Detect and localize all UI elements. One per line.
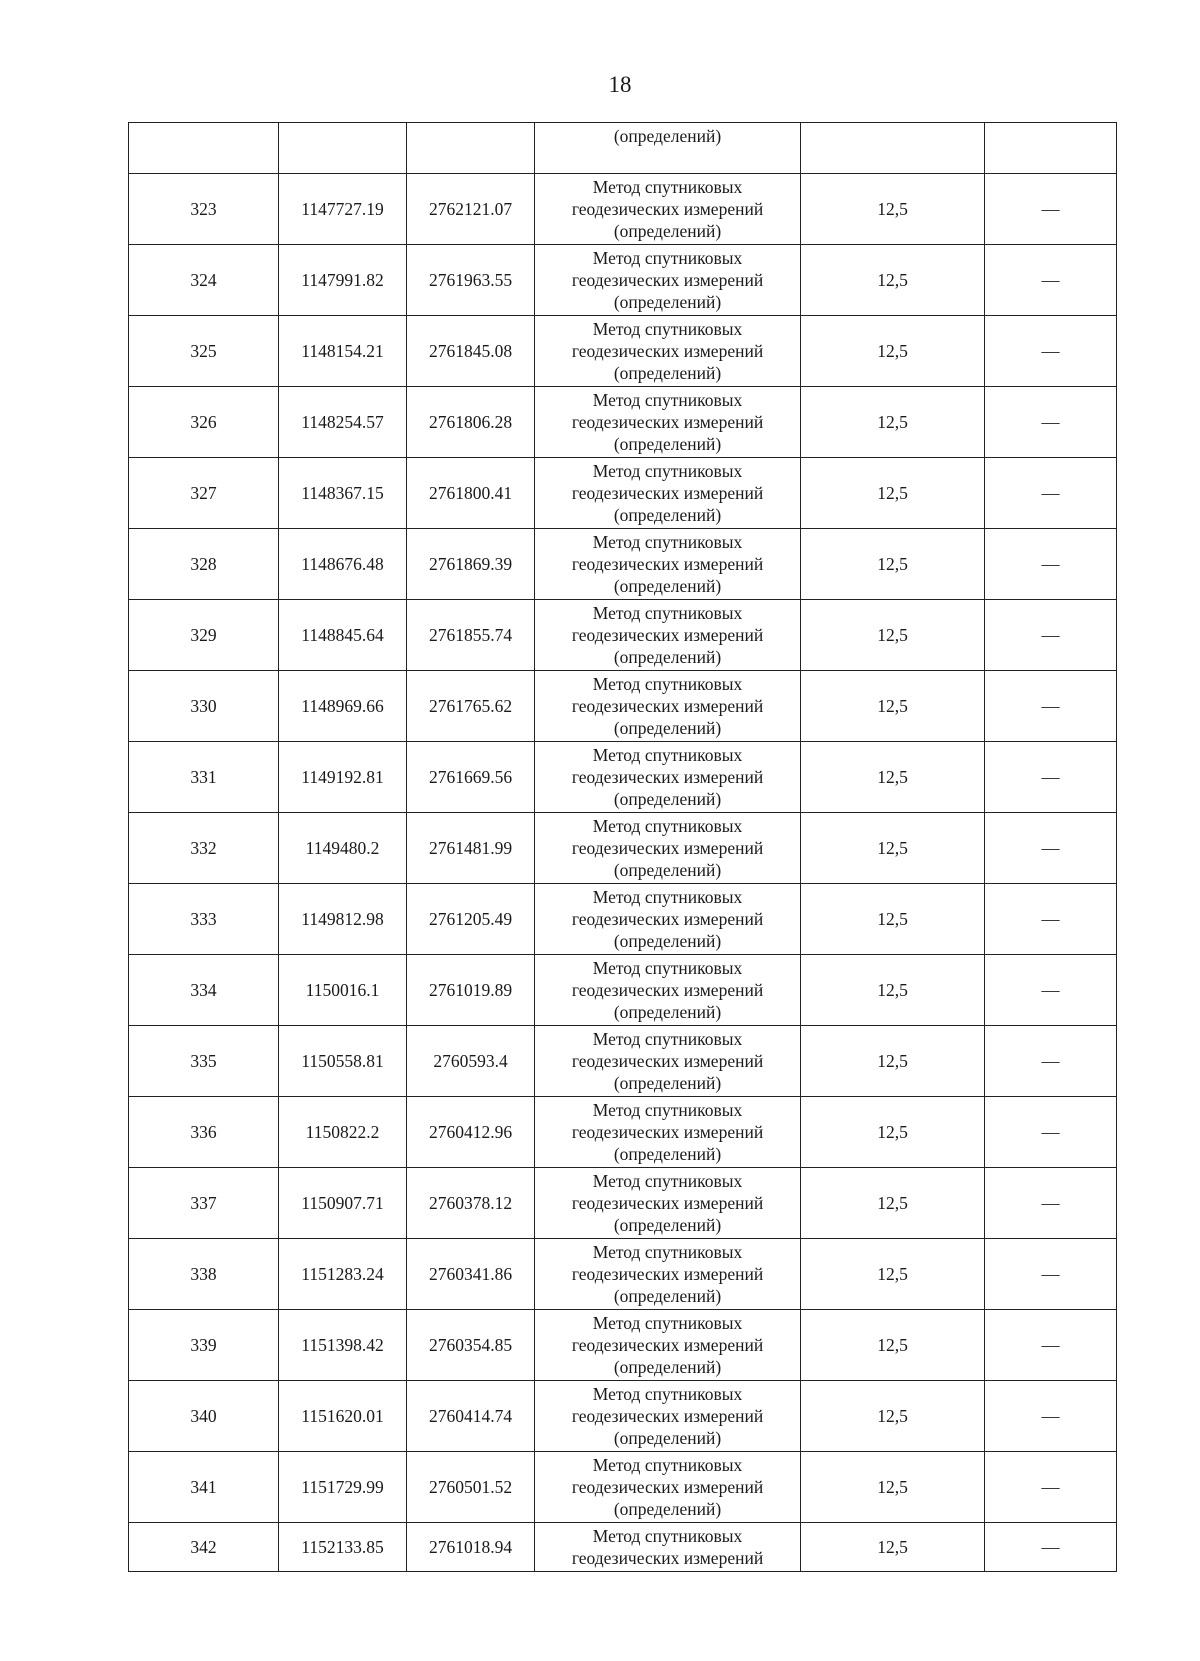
method-line: (определений) <box>613 126 722 146</box>
method-line: геодезических измерений <box>571 1264 764 1284</box>
table-row <box>129 884 1117 955</box>
point-number-cell: 332 <box>129 813 279 884</box>
point-number-cell: 338 <box>129 1239 279 1310</box>
method-cell <box>535 1381 801 1452</box>
method-cell <box>535 813 801 884</box>
precision-cell: 12,5 <box>801 813 985 884</box>
note-cell: — <box>985 1097 1117 1168</box>
note-cell: — <box>985 1452 1117 1523</box>
precision-cell: 12,5 <box>801 600 985 671</box>
table-row <box>129 1026 1117 1097</box>
method-line: геодезических измерений <box>571 767 764 787</box>
table-row <box>129 742 1117 813</box>
y-coordinate-cell: 2761869.39 <box>407 529 535 600</box>
x-coordinate-cell: 1150558.81 <box>279 1026 407 1097</box>
table-row <box>129 813 1117 884</box>
table-row <box>129 955 1117 1026</box>
table-row <box>129 1523 1117 1572</box>
point-number-cell: 328 <box>129 529 279 600</box>
x-coordinate-cell: 1148969.66 <box>279 671 407 742</box>
precision-cell: 12,5 <box>801 671 985 742</box>
x-coordinate-cell: 1148367.15 <box>279 458 407 529</box>
note-cell: — <box>985 387 1117 458</box>
y-coordinate-cell: 2762121.07 <box>407 174 535 245</box>
table-row <box>129 1168 1117 1239</box>
y-coordinate-cell: 2761669.56 <box>407 742 535 813</box>
note-cell: — <box>985 529 1117 600</box>
note-cell: — <box>985 1239 1117 1310</box>
y-coordinate-cell: 2761205.49 <box>407 884 535 955</box>
y-coordinate-cell: 2760412.96 <box>407 1097 535 1168</box>
method-line: Метод спутниковых <box>592 1029 743 1049</box>
method-cell <box>535 316 801 387</box>
y-coordinate-cell: 2761481.99 <box>407 813 535 884</box>
method-line: (определений) <box>613 1073 722 1093</box>
precision-cell: 12,5 <box>801 458 985 529</box>
method-line: геодезических измерений <box>571 1477 764 1497</box>
x-coordinate-cell: 1148254.57 <box>279 387 407 458</box>
note-cell: — <box>985 1523 1117 1572</box>
method-line: (определений) <box>613 860 722 880</box>
method-cell <box>535 387 801 458</box>
method-cell <box>535 123 801 174</box>
precision-cell: 12,5 <box>801 1381 985 1452</box>
y-coordinate-cell: 2760378.12 <box>407 1168 535 1239</box>
table-row <box>129 1310 1117 1381</box>
table-row <box>129 600 1117 671</box>
method-line: геодезических измерений <box>571 625 764 645</box>
y-coordinate-cell: 2760354.85 <box>407 1310 535 1381</box>
note-cell: — <box>985 1310 1117 1381</box>
method-line: (определений) <box>613 1357 722 1377</box>
x-coordinate-cell: 1150907.71 <box>279 1168 407 1239</box>
point-number-cell: 337 <box>129 1168 279 1239</box>
table-row <box>129 387 1117 458</box>
point-number-cell: 335 <box>129 1026 279 1097</box>
method-line: (определений) <box>613 1428 722 1448</box>
method-line: геодезических измерений <box>571 1548 764 1568</box>
x-coordinate-cell: 1148845.64 <box>279 600 407 671</box>
y-coordinate-cell: 2760414.74 <box>407 1381 535 1452</box>
method-line: геодезических измерений <box>571 1335 764 1355</box>
method-cell <box>535 1239 801 1310</box>
table-body <box>129 123 1117 1572</box>
y-coordinate-cell: 2761806.28 <box>407 387 535 458</box>
method-cell <box>535 1310 801 1381</box>
coordinates-table <box>128 122 1117 1572</box>
method-line: (определений) <box>613 434 722 454</box>
method-line: Метод спутниковых <box>592 532 743 552</box>
method-line: Метод спутниковых <box>592 177 743 197</box>
method-line: геодезических измерений <box>571 1051 764 1071</box>
method-line: геодезических измерений <box>571 270 764 290</box>
method-line: (определений) <box>613 221 722 241</box>
x-coordinate-cell: 1151283.24 <box>279 1239 407 1310</box>
table-row <box>129 529 1117 600</box>
note-cell: — <box>985 458 1117 529</box>
y-coordinate-cell: 2761018.94 <box>407 1523 535 1572</box>
method-cell <box>535 600 801 671</box>
point-number-cell: 323 <box>129 174 279 245</box>
precision-cell: 12,5 <box>801 387 985 458</box>
x-coordinate-cell: 1151620.01 <box>279 1381 407 1452</box>
precision-cell: 12,5 <box>801 1523 985 1572</box>
table-row <box>129 174 1117 245</box>
precision-cell: 12,5 <box>801 529 985 600</box>
method-line: (определений) <box>613 505 722 525</box>
method-line: Метод спутниковых <box>592 1384 743 1404</box>
x-coordinate-cell: 1150016.1 <box>279 955 407 1026</box>
precision-cell: 12,5 <box>801 1168 985 1239</box>
method-line: Метод спутниковых <box>592 745 743 765</box>
point-number-cell: 334 <box>129 955 279 1026</box>
x-coordinate-cell: 1148676.48 <box>279 529 407 600</box>
note-cell: — <box>985 1381 1117 1452</box>
method-line: геодезических измерений <box>571 199 764 219</box>
method-line: (определений) <box>613 1002 722 1022</box>
method-line: (определений) <box>613 647 722 667</box>
point-number-cell: 330 <box>129 671 279 742</box>
method-cell <box>535 174 801 245</box>
precision-cell: 12,5 <box>801 1310 985 1381</box>
method-line: Метод спутниковых <box>592 1100 743 1120</box>
method-line: (определений) <box>613 363 722 383</box>
y-coordinate-cell: 2760501.52 <box>407 1452 535 1523</box>
note-cell: — <box>985 245 1117 316</box>
point-number-cell: 336 <box>129 1097 279 1168</box>
note-cell <box>985 123 1117 174</box>
method-line: геодезических измерений <box>571 980 764 1000</box>
method-line: (определений) <box>613 292 722 312</box>
precision-cell: 12,5 <box>801 245 985 316</box>
method-line: (определений) <box>613 1499 722 1519</box>
precision-cell <box>801 123 985 174</box>
table-row <box>129 245 1117 316</box>
x-coordinate-cell: 1149812.98 <box>279 884 407 955</box>
method-line: геодезических измерений <box>571 1406 764 1426</box>
precision-cell: 12,5 <box>801 1026 985 1097</box>
method-line: Метод спутниковых <box>592 248 743 268</box>
point-number-cell <box>129 123 279 174</box>
method-line: Метод спутниковых <box>592 319 743 339</box>
method-line: Метод спутниковых <box>592 1455 743 1475</box>
x-coordinate-cell: 1151398.42 <box>279 1310 407 1381</box>
method-cell <box>535 671 801 742</box>
method-line: Метод спутниковых <box>592 816 743 836</box>
method-line: Метод спутниковых <box>592 1242 743 1262</box>
method-line: Метод спутниковых <box>592 390 743 410</box>
method-line: Метод спутниковых <box>592 1313 743 1333</box>
table-row <box>129 1381 1117 1452</box>
method-line: Метод спутниковых <box>592 1171 743 1191</box>
method-line: Метод спутниковых <box>592 674 743 694</box>
precision-cell: 12,5 <box>801 884 985 955</box>
method-line: геодезических измерений <box>571 483 764 503</box>
y-coordinate-cell: 2760341.86 <box>407 1239 535 1310</box>
x-coordinate-cell: 1149480.2 <box>279 813 407 884</box>
method-line: Метод спутниковых <box>592 887 743 907</box>
table-row <box>129 1097 1117 1168</box>
point-number-cell: 341 <box>129 1452 279 1523</box>
precision-cell: 12,5 <box>801 174 985 245</box>
x-coordinate-cell: 1149192.81 <box>279 742 407 813</box>
method-line: (определений) <box>613 1286 722 1306</box>
precision-cell: 12,5 <box>801 1452 985 1523</box>
point-number-cell: 325 <box>129 316 279 387</box>
note-cell: — <box>985 316 1117 387</box>
method-line: Метод спутниковых <box>592 1526 743 1546</box>
x-coordinate-cell: 1147727.19 <box>279 174 407 245</box>
note-cell: — <box>985 671 1117 742</box>
x-coordinate-cell: 1151729.99 <box>279 1452 407 1523</box>
y-coordinate-cell: 2760593.4 <box>407 1026 535 1097</box>
method-line: геодезических измерений <box>571 341 764 361</box>
point-number-cell: 333 <box>129 884 279 955</box>
note-cell: — <box>985 1168 1117 1239</box>
method-cell <box>535 955 801 1026</box>
precision-cell: 12,5 <box>801 955 985 1026</box>
precision-cell: 12,5 <box>801 1239 985 1310</box>
x-coordinate-cell: 1148154.21 <box>279 316 407 387</box>
note-cell: — <box>985 813 1117 884</box>
x-coordinate-cell <box>279 123 407 174</box>
method-line: геодезических измерений <box>571 412 764 432</box>
method-cell <box>535 245 801 316</box>
y-coordinate-cell: 2761855.74 <box>407 600 535 671</box>
y-coordinate-cell: 2761765.62 <box>407 671 535 742</box>
method-line: (определений) <box>613 1215 722 1235</box>
method-cell <box>535 1523 801 1572</box>
method-cell <box>535 1168 801 1239</box>
y-coordinate-cell: 2761800.41 <box>407 458 535 529</box>
table-row <box>129 671 1117 742</box>
x-coordinate-cell: 1150822.2 <box>279 1097 407 1168</box>
method-line: геодезических измерений <box>571 1122 764 1142</box>
note-cell: — <box>985 742 1117 813</box>
y-coordinate-cell: 2761845.08 <box>407 316 535 387</box>
note-cell: — <box>985 174 1117 245</box>
method-line: Метод спутниковых <box>592 958 743 978</box>
method-line: геодезических измерений <box>571 838 764 858</box>
precision-cell: 12,5 <box>801 1097 985 1168</box>
point-number-cell: 339 <box>129 1310 279 1381</box>
method-line: (определений) <box>613 931 722 951</box>
x-coordinate-cell: 1147991.82 <box>279 245 407 316</box>
method-cell <box>535 529 801 600</box>
point-number-cell: 340 <box>129 1381 279 1452</box>
method-cell <box>535 1452 801 1523</box>
y-coordinate-cell: 2761019.89 <box>407 955 535 1026</box>
point-number-cell: 324 <box>129 245 279 316</box>
table-row <box>129 458 1117 529</box>
page-number: 18 <box>608 72 632 97</box>
note-cell: — <box>985 955 1117 1026</box>
y-coordinate-cell: 2761963.55 <box>407 245 535 316</box>
method-cell <box>535 884 801 955</box>
method-cell <box>535 1026 801 1097</box>
point-number-cell: 331 <box>129 742 279 813</box>
method-line: (определений) <box>613 789 722 809</box>
method-line: геодезических измерений <box>571 554 764 574</box>
note-cell: — <box>985 884 1117 955</box>
method-line: (определений) <box>613 1144 722 1164</box>
continuation-row <box>129 123 1117 174</box>
y-coordinate-cell <box>407 123 535 174</box>
x-coordinate-cell: 1152133.85 <box>279 1523 407 1572</box>
precision-cell: 12,5 <box>801 742 985 813</box>
table-row <box>129 316 1117 387</box>
precision-cell: 12,5 <box>801 316 985 387</box>
method-line: (определений) <box>613 718 722 738</box>
method-line: геодезических измерений <box>571 1193 764 1213</box>
method-line: (определений) <box>613 576 722 596</box>
method-cell <box>535 742 801 813</box>
note-cell: — <box>985 1026 1117 1097</box>
table-row <box>129 1239 1117 1310</box>
method-cell <box>535 1097 801 1168</box>
table-row <box>129 1452 1117 1523</box>
method-cell <box>535 458 801 529</box>
point-number-cell: 327 <box>129 458 279 529</box>
method-line: Метод спутниковых <box>592 461 743 481</box>
method-line: геодезических измерений <box>571 696 764 716</box>
note-cell: — <box>985 600 1117 671</box>
point-number-cell: 329 <box>129 600 279 671</box>
method-line: Метод спутниковых <box>592 603 743 623</box>
method-line: геодезических измерений <box>571 909 764 929</box>
point-number-cell: 326 <box>129 387 279 458</box>
point-number-cell: 342 <box>129 1523 279 1572</box>
